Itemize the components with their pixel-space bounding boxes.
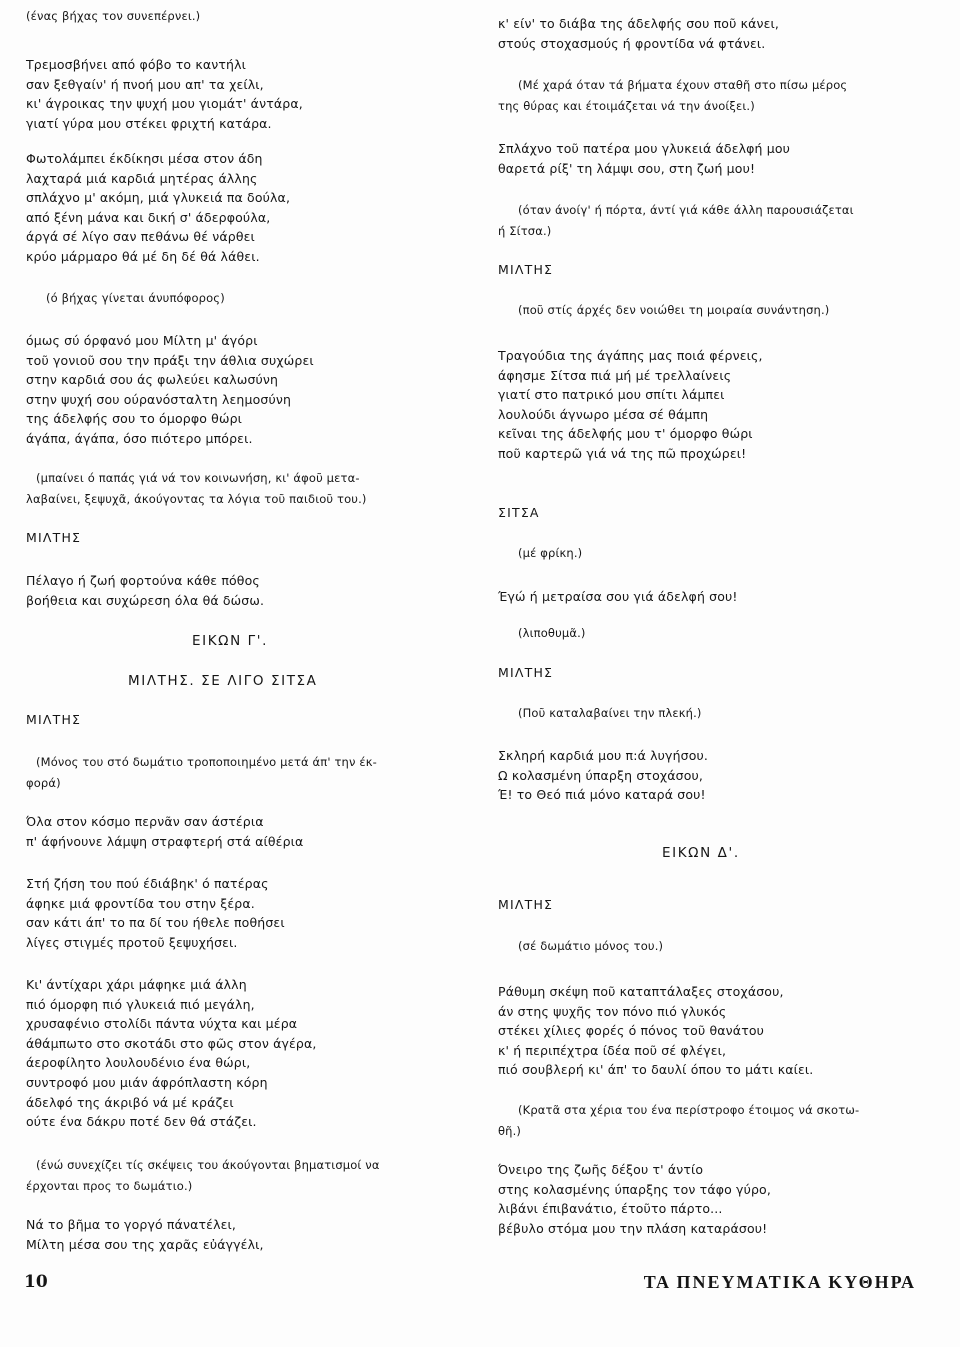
verse-line: κεῖναι της άδελφής μου τ' όμορφο θώρι (498, 426, 753, 442)
verse-line: άφηκε μιά φροντίδα του στην ξέρα. (26, 895, 255, 911)
verse-line: θαρετά ρίξ' τη λάμψι σου, στη ζωή μου! (498, 160, 756, 176)
verse-stanza (26, 331, 466, 449)
verse-line: άδελφό της άκριβό νά μέ κράζει (26, 1094, 234, 1110)
verse-line: άφησμε Σίτσα πιά μή μέ τρελλαίνεις (498, 367, 732, 383)
verse-line: Μίλτη μέσα σου της χαρᾶς εὐάγγέλι, (26, 1236, 264, 1252)
verse-line: Νά το βῆμα το γοργό πάνατέλει, (26, 1217, 237, 1232)
verse-line: σπλάχνο μ' ακόμη, μιά γλυκειά πα δούλα, (26, 190, 291, 206)
verse-line: γιατί στο πατρικό μου σπίτι λάμπει (498, 387, 725, 403)
verse-line: στην ψυχή σου ούρανόσταλτη λεημοσύνη (26, 391, 292, 407)
stage-direction (518, 623, 958, 644)
verse-line: κ' είν' το διάβα της άδελφής σου ποῦ κάνει, (498, 16, 780, 31)
direction-line: λαβαίνει, ξεψυχᾶ, άκούγοντας τα λόγια τοῦ παιδιοῦ του.) (26, 492, 367, 506)
direction-line: (Κρατᾶ στα χέρια του ένα περίστροφο έτοιμος νά σκοτω- (518, 1103, 860, 1117)
verse-stanza (498, 346, 938, 464)
verse-line: της άδελφής σου το όμορφο θώρι (26, 411, 243, 427)
stage-direction (26, 752, 466, 794)
verse-stanza (498, 982, 938, 1080)
verse-line: όμως σύ όρφανό μου Μίλτη μ' άγόρι (26, 333, 258, 348)
direction-line: (όταν άνοίγ' ή πόρτα, άντί γιά κάθε άλλη παρουσιάζεται (518, 203, 854, 217)
verse-stanza (26, 975, 466, 1132)
stage-direction (518, 543, 958, 564)
verse-stanza (498, 587, 938, 607)
stage-direction (518, 300, 958, 321)
scene-title: ΕΙΚΩΝ Γ'. (192, 633, 268, 649)
speaker-name: ΜΙΛΤΗΣ (498, 897, 554, 912)
verse-line: στης κολασμένης ύπαρξης τον τάφο γύρο, (498, 1181, 771, 1197)
verse-line: κ' ή περιπέχτρα ίδέα ποῦ σέ φλέγει, (498, 1042, 727, 1058)
direction-line: (ένας βήχας τον συνεπέρνει.) (26, 9, 201, 23)
direction-line: (μπαίνει ό παπάς γιά νά τον κοινωνήση, κι' άφοῦ μετα- (36, 471, 360, 485)
verse-stanza (498, 746, 938, 805)
direction-line: (Μέ χαρά όταν τά βήματα έχουν σταθῆ στο πίσω μέρος (518, 78, 848, 92)
verse-stanza (26, 149, 466, 267)
scene-subtitle: ΜΙΛΤΗΣ. ΣΕ ΛΙΓΟ ΣΙΤΣΑ (128, 673, 318, 689)
verse-line: γιατί γύρα μου στέκει φριχτή κατάρα. (26, 115, 272, 131)
direction-line: (σέ δωμάτιο μόνος του.) (518, 939, 664, 953)
verse-line: Κι' άντίχαρι χάρι μάφηκε μιά άλλη (26, 977, 247, 992)
verse-line: Έγώ ή μετραίσα σου γιά άδελφή σου! (498, 589, 738, 604)
journal-title: ΤΑ ΠΝΕΥΜΑΤΙΚΑ ΚΥΘΗΡΑ (643, 1272, 916, 1292)
verse-stanza (498, 1160, 938, 1238)
stage-direction (26, 6, 466, 27)
speaker-name: ΜΙΛΤΗΣ (498, 665, 554, 680)
verse-line: Ω κολασμένη ύπαρξη στοχάσου, (498, 767, 704, 783)
verse-line: π' άφήνουνε λάμψη στραφτερή στά αίθέρια (26, 833, 304, 849)
direction-line: θῆ.) (498, 1124, 522, 1138)
speaker-name: ΜΙΛΤΗΣ (26, 530, 82, 545)
stage-direction (518, 936, 958, 957)
verse-stanza (26, 1215, 466, 1254)
stage-direction (26, 468, 466, 510)
speaker-name: ΜΙΛΤΗΣ (26, 712, 82, 727)
verse-line: λαχταρά μιά καρδιά μητέρας άλλης (26, 170, 258, 186)
verse-line: Πέλαγο ή ζωή φορτούνα κάθε πόθος (26, 573, 260, 588)
page-number: 10 (24, 1272, 48, 1292)
verse-line: στην καρδιά σου άς φωλεύει καλωσύνη (26, 372, 279, 388)
verse-line: άγάπα, άγάπα, όσο πιότερο μπόρει. (26, 430, 253, 446)
scene-title: ΕΙΚΩΝ Δ'. (662, 845, 740, 861)
verse-line: Όλα στον κόσμο περνᾶν σαν άστέρια (26, 814, 264, 829)
stage-direction (26, 1155, 466, 1197)
verse-line: χρυσαφένιο στολίδι πάντα νύχτα και μέρα (26, 1016, 298, 1032)
verse-line: Ράθυμη σκέψη ποῦ καταπτάλαξες στοχάσου, (498, 984, 784, 999)
direction-line: (μέ φρίκη.) (518, 546, 583, 560)
direction-line: (ό βήχας γίνεται άνυπόφορος) (46, 291, 225, 305)
verse-line: άργά σέ λίγο σαν πεθάνω θέ νάρθει (26, 229, 255, 245)
verse-line: πιό όμορφη πιό γλυκειά πιό μεγάλη, (26, 996, 255, 1012)
verse-stanza (26, 812, 466, 851)
verse-line: άν στης ψυχῆς τον πόνο πιό γλυκός (498, 1003, 727, 1019)
verse-line: Σπλάχνο τοῦ πατέρα μου γλυκειά άδελφή μου (498, 141, 791, 156)
verse-line: Όνειρο της ζωῆς δέξου τ' άντίο (498, 1162, 704, 1177)
verse-line: Έ! το Θεό πιά μόνο καταρά σου! (498, 787, 706, 803)
direction-line: (Ποῦ καταλαβαίνει την πλεκή.) (518, 706, 702, 720)
verse-line: Φωτολάμπει έκδίκησι μέσα στον άδη (26, 151, 263, 166)
verse-stanza (498, 14, 938, 53)
verse-stanza (498, 139, 938, 178)
stage-direction (46, 288, 486, 309)
direction-line: (Μόνος του στό δωμάτιο τροποποιημένο μετά άπ' την έκ- (36, 755, 377, 769)
verse-line: ούτε ένα δάκρυ ποτέ δεν θά στάζει. (26, 1114, 257, 1130)
verse-line: λιβάνι έπιβανάτιο, έτοῦτο πάρτο... (498, 1201, 723, 1217)
verse-line: Σκληρή καρδιά μου π:ά λυγήσου. (498, 748, 709, 763)
verse-line: λουλούδι άγνωρο μέσα σέ θάμπη (498, 406, 709, 422)
verse-stanza (26, 55, 466, 133)
direction-line: έρχονται προς το δωμάτιο.) (26, 1179, 193, 1193)
verse-line: σαν κάτι άπ' το πα δί του ήθελε ποθήσει (26, 915, 285, 931)
verse-line: στέκει χίλιες φορές ό πόνος τοῦ θανάτου (498, 1023, 765, 1039)
verse-line: κι' άγροικας την ψυχή μου γιομάτ' άντάρα, (26, 96, 303, 112)
stage-direction (518, 703, 958, 724)
direction-line: (ποῦ στίς άρχές δεν νοιώθει τη μοιραία συνάντηση.) (518, 303, 830, 317)
verse-line: Τραγούδια της άγάπης μας ποιά φέρνεις, (498, 348, 763, 363)
direction-line: (λιποθυμᾶ.) (518, 626, 586, 640)
verse-line: κρύο μάρμαρο θά μέ δη δέ θά λάθει. (26, 248, 260, 264)
direction-line: της θύρας και έτοιμάζεται νά την άνοίξει.) (498, 99, 755, 113)
stage-direction (498, 75, 938, 117)
direction-line: (ένώ συνεχίζει τίς σκέψεις του άκούγονται βηματισμοί να (36, 1158, 380, 1172)
direction-line: ή Σίτσα.) (498, 224, 552, 238)
verse-line: Τρεμοσβήνει από φόβο το καντήλι (26, 57, 247, 72)
verse-line: ποῦ καρτερῶ γιά νά της πῶ προχώρει! (498, 445, 747, 461)
verse-line: τοῦ γονιοῦ σου την πράξι την άθλια συχώρει (26, 352, 314, 368)
verse-line: στούς στοχασμούς ή φροντίδα νά φτάνει. (498, 35, 766, 51)
verse-stanza (26, 571, 466, 610)
stage-direction (498, 1100, 938, 1142)
verse-line: βοήθεια και συχώρεση όλα θά δώσω. (26, 592, 265, 608)
speaker-name: ΜΙΛΤΗΣ (498, 262, 554, 277)
verse-line: λίγες στιγμές προτοῦ ξεψυχήσει. (26, 934, 238, 950)
verse-line: Στή ζήση του πού έδιάβηκ' ό πατέρας (26, 876, 269, 891)
speaker-name: ΣΙΤΣΑ (498, 505, 540, 520)
stage-direction (498, 200, 938, 242)
verse-line: συντροφό μου μιάν άφρόπλαστη κόρη (26, 1074, 268, 1090)
verse-line: πιό σουβλερή κι' άπ' το δαυλί όπου το μάτι καίει. (498, 1062, 814, 1078)
verse-line: άεροφίλητο λουλουδένιο ένα θώρι, (26, 1055, 251, 1071)
verse-line: βέβυλο στόμα μου την πλάση καταράσου! (498, 1220, 768, 1236)
verse-stanza (26, 874, 466, 952)
direction-line: φορά) (26, 776, 61, 790)
verse-line: από ξένη μάνα και δική σ' άδερφούλα, (26, 209, 271, 225)
verse-line: σαν ξεθγαίν' ή πνοή μου απ' τα χείλι, (26, 76, 264, 92)
verse-line: άθάμπωτο στο σκοτάδι στο φῶς στον άγέρα, (26, 1035, 317, 1051)
